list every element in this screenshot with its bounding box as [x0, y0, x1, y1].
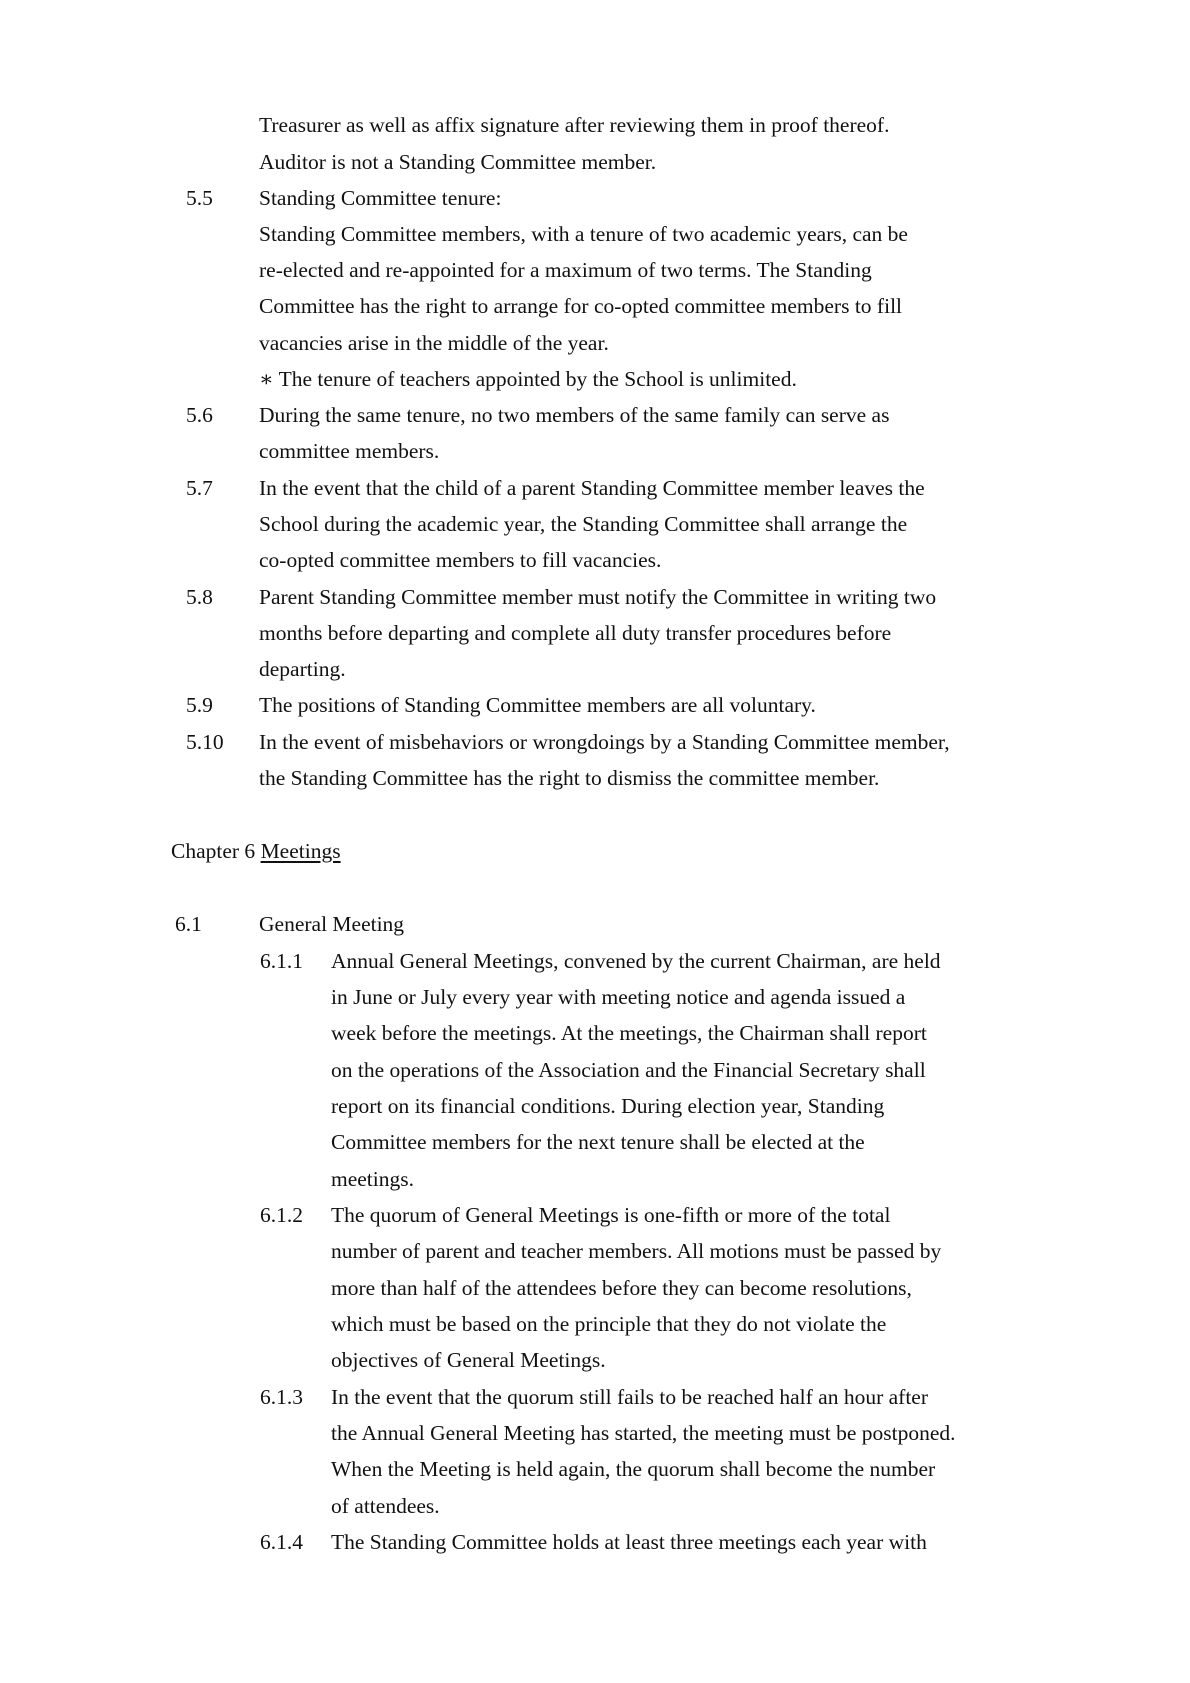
text-line: which must be based on the principle that they do not violate the [331, 1312, 887, 1336]
chapter-title: Meetings [260, 839, 341, 863]
subclause-number: 6.1.1 [260, 949, 303, 973]
text-line: months before departing and complete all duty transfer procedures before [259, 621, 892, 645]
text-line: more than half of the attendees before they can become resolutions, [331, 1276, 912, 1300]
subclause-number: 6.1.2 [260, 1203, 303, 1227]
clause-number: 5.5 [186, 186, 213, 210]
chapter-prefix: Chapter 6 [171, 839, 261, 863]
text-line: Annual General Meetings, convened by the current Chairman, are held [331, 949, 941, 973]
text-line: The Standing Committee holds at least three meetings each year with [331, 1530, 927, 1554]
text-line: departing. [259, 657, 346, 681]
section-number: 6.1 [175, 912, 202, 936]
text-line: Committee has the right to arrange for co-opted committee members to fill [259, 294, 903, 318]
clause-number: 5.10 [186, 730, 224, 754]
text-line: co-opted committee members to fill vacancies. [259, 548, 662, 572]
text-line: on the operations of the Association and the Financial Secretary shall [331, 1058, 926, 1082]
text-line: In the event of misbehaviors or wrongdoings by a Standing Committee member, [259, 730, 950, 754]
text-line: vacancies arise in the middle of the year. [259, 331, 609, 355]
text-line: School during the academic year, the Standing Committee shall arrange the [259, 512, 908, 536]
subclause-number: 6.1.3 [260, 1385, 303, 1409]
clause-number: 5.9 [186, 693, 213, 717]
text-line: the Standing Committee has the right to dismiss the committee member. [259, 766, 880, 790]
text-line: the Annual General Meeting has started, the meeting must be postponed. [331, 1421, 956, 1445]
text-line: When the Meeting is held again, the quorum shall become the number [331, 1457, 936, 1481]
text-line: The quorum of General Meetings is one-fifth or more of the total [331, 1203, 891, 1227]
text-line: in June or July every year with meeting notice and agenda issued a [331, 985, 906, 1009]
text-line: of attendees. [331, 1494, 440, 1518]
text-line: Parent Standing Committee member must notify the Committee in writing two [259, 585, 937, 609]
text-line: re-elected and re-appointed for a maximum of two terms. The Standing [259, 258, 872, 282]
text-line: number of parent and teacher members. All motions must be passed by [331, 1239, 942, 1263]
text-line: Committee members for the next tenure shall be elected at the [331, 1130, 865, 1154]
clause-heading: Standing Committee tenure: [259, 186, 502, 210]
subclause-number: 6.1.4 [260, 1530, 303, 1554]
clause-number: 5.7 [186, 476, 213, 500]
clause-number: 5.6 [186, 403, 213, 427]
text-line: objectives of General Meetings. [331, 1348, 606, 1372]
chapter-heading [171, 841, 341, 863]
text-line: committee members. [259, 439, 440, 463]
text-line: Standing Committee members, with a tenure of two academic years, can be [259, 222, 908, 246]
text-line: In the event that the child of a parent Standing Committee member leaves the [259, 476, 925, 500]
footnote-line: ∗ The tenure of teachers appointed by the School is unlimited. [259, 367, 797, 391]
text-line: meetings. [331, 1167, 414, 1191]
text-line: report on its financial conditions. During election year, Standing [331, 1094, 885, 1118]
text-line: week before the meetings. At the meetings, the Chairman shall report [331, 1021, 927, 1045]
text-line: In the event that the quorum still fails to be reached half an hour after [331, 1385, 929, 1409]
clause-number: 5.8 [186, 585, 213, 609]
text-line: Treasurer as well as affix signature after reviewing them in proof thereof. [259, 113, 890, 137]
text-line: During the same tenure, no two members of the same family can serve as [259, 403, 890, 427]
section-title: General Meeting [259, 912, 405, 936]
text-line: Auditor is not a Standing Committee member. [259, 150, 657, 174]
text-line: The positions of Standing Committee members are all voluntary. [259, 693, 816, 717]
